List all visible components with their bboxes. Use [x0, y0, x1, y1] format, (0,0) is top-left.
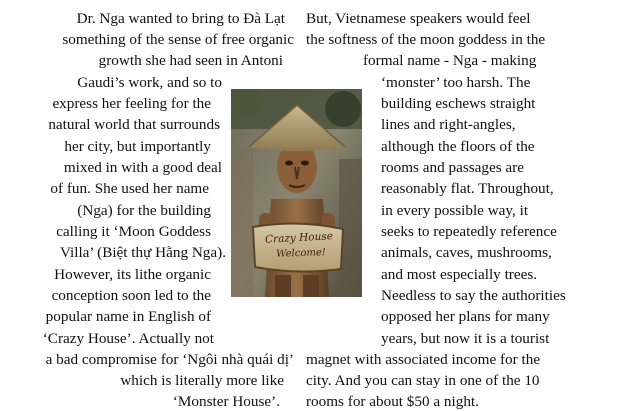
right-line-4: ‘monster’ too harsh. The: [381, 74, 531, 91]
right-line-18: city. And you can stay in one of the 10: [306, 372, 540, 389]
right-line-8: rooms and passages are: [381, 159, 524, 176]
left-line-13: However, its lithe organic: [54, 266, 211, 283]
left-line-15: popular name in English of: [45, 308, 211, 325]
left-line-3: growth she had seen in Antoni: [98, 52, 283, 69]
right-line-3: formal name - Nga - making: [363, 52, 537, 69]
left-line-14: conception soon led to the: [51, 287, 211, 304]
crazy-house-statue-photo: [231, 89, 362, 297]
right-line-10: in every possible way, it: [381, 202, 529, 219]
left-line-2: something of the sense of free organic: [62, 31, 294, 48]
left-line-19: ‘Monster House’.: [172, 393, 280, 410]
left-line-4: Gaudi’s work, and so to: [77, 74, 222, 91]
right-line-6: lines and right-angles,: [381, 116, 516, 133]
sign-line-1: Crazy House: [264, 230, 334, 246]
right-line-15: opposed her plans for many: [381, 308, 550, 325]
right-line-7: although the floors of the: [381, 138, 535, 155]
left-line-8: mixed in with a good deal: [63, 159, 222, 176]
right-line-19: rooms for about $50 a night.: [306, 393, 479, 410]
right-line-16: years, but now it is a tourist: [381, 330, 550, 347]
left-line-11: calling it ‘Moon Goddess: [56, 223, 211, 240]
left-line-7: her city, but importantly: [64, 138, 211, 155]
left-line-5: express her feeling for the: [52, 95, 211, 112]
right-line-11: seeks to repeatedly reference: [381, 223, 557, 240]
left-line-16: ‘Crazy House’. Actually not: [42, 330, 214, 347]
right-line-12: animals, caves, mushrooms,: [381, 244, 552, 261]
left-line-18: which is literally more like: [120, 372, 284, 389]
left-line-10: (Nga) for the building: [77, 202, 211, 219]
right-line-5: building eschews straight: [381, 95, 536, 112]
right-line-14: Needless to say the authorities: [381, 287, 566, 304]
left-line-6: natural world that surrounds: [48, 116, 220, 133]
right-line-17: magnet with associated income for the: [306, 351, 541, 368]
left-line-12: Villa’ (Biệt thự Hằng Nga).: [59, 244, 226, 261]
sign-line-2: Welcome!: [276, 247, 326, 260]
left-line-17: a bad compromise for ‘Ngôi nhà quái dị’: [45, 351, 294, 368]
right-line-9: reasonably flat. Throughout,: [381, 180, 554, 197]
left-line-9: of fun. She used her name: [50, 180, 209, 197]
left-line-1: Dr. Nga wanted to bring to Đà Lạt: [76, 10, 285, 27]
right-line-13: and most especially trees.: [381, 266, 538, 283]
right-line-1: But, Vietnamese speakers would feel: [306, 10, 531, 27]
right-line-2: the softness of the moon goddess in the: [306, 31, 546, 48]
